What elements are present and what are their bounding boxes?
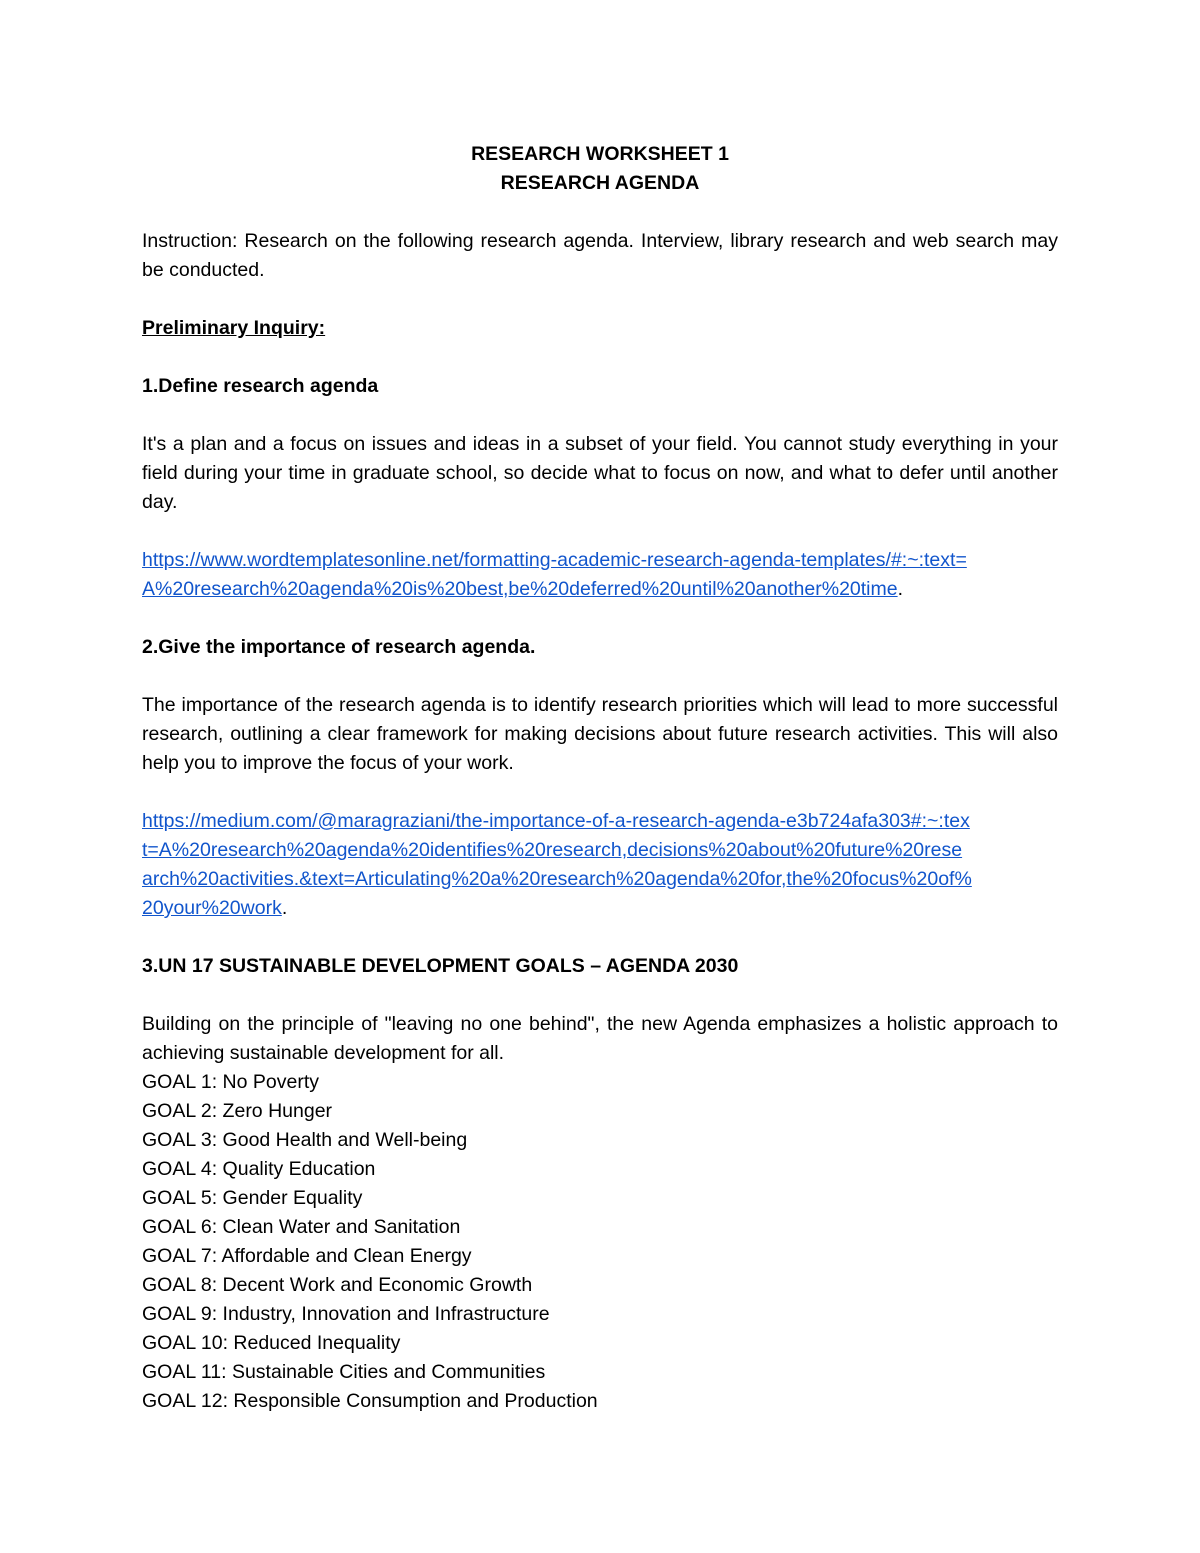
question-1-link-line1: https://www.wordtemplatesonline.net/formatting-academic-research-agenda-templates/#:~:text=	[142, 549, 967, 571]
question-2-link-line1: https://medium.com/@maragraziani/the-importance-of-a-research-agenda-e3b724afa303#:~:tex	[142, 810, 970, 832]
goal-item: GOAL 2: Zero Hunger	[142, 1100, 333, 1122]
goal-item: GOAL 11: Sustainable Cities and Communities	[142, 1361, 546, 1383]
goal-item: GOAL 4: Quality Education	[142, 1158, 376, 1180]
instruction-text: Instruction: Research on the following research agenda. Interview, library research and web search may be conducted.	[142, 230, 1058, 281]
question-2-link-line4: 20your%20work	[142, 897, 282, 919]
question-2-link-line3: arch%20activities.&text=Articulating%20a%20research%20agenda%20for,the%20focus%20of%	[142, 868, 972, 890]
document-subtitle: RESEARCH AGENDA	[500, 172, 700, 194]
goal-item: GOAL 7: Affordable and Clean Energy	[142, 1245, 472, 1267]
question-1-reference	[142, 546, 1058, 604]
goal-item: GOAL 6: Clean Water and Sanitation	[142, 1216, 461, 1238]
question-1-heading: 1.Define research agenda	[142, 375, 379, 397]
goal-item: GOAL 10: Reduced Inequality	[142, 1332, 401, 1354]
goal-item: GOAL 1: No Poverty	[142, 1071, 320, 1093]
question-2-reference	[142, 807, 1058, 923]
question-1-link[interactable]	[142, 549, 967, 600]
goal-item: GOAL 8: Decent Work and Economic Growth	[142, 1274, 533, 1296]
document-title: RESEARCH WORKSHEET 1	[471, 143, 729, 165]
question-2-link-line2: t=A%20research%20agenda%20identifies%20research,decisions%20about%20future%20rese	[142, 839, 963, 861]
preliminary-inquiry-heading: Preliminary Inquiry:	[142, 317, 326, 339]
question-1-link-line2: A%20research%20agenda%20is%20best,be%20deferred%20until%20another%20time	[142, 578, 898, 600]
question-3-answer: Building on the principle of "leaving no one behind", the new Agenda emphasizes a holistic approach to achieving sustainable development for all.	[142, 1013, 1058, 1064]
goal-item: GOAL 3: Good Health and Well-being	[142, 1129, 468, 1151]
question-2-answer: The importance of the research agenda is to identify research priorities which will lead to more successful research, outlining a clear framework for making decisions about future research activities. This will also help you to improve the focus of your work.	[142, 694, 1058, 774]
question-3-heading: 3.UN 17 SUSTAINABLE DEVELOPMENT GOALS – AGENDA 2030	[142, 955, 739, 977]
question-2-link-trailing: .	[281, 897, 288, 919]
question-1-answer: It's a plan and a focus on issues and ideas in a subset of your field. You cannot study everything in your field during your time in graduate school, so decide what to focus on now, and what to defer until another day.	[142, 433, 1058, 513]
goal-item: GOAL 5: Gender Equality	[142, 1187, 363, 1209]
document-page	[142, 140, 1058, 1416]
goals-list	[142, 1068, 1058, 1416]
goal-item: GOAL 9: Industry, Innovation and Infrastructure	[142, 1303, 550, 1325]
question-2-link[interactable]	[142, 810, 972, 919]
question-2-heading: 2.Give the importance of research agenda.	[142, 636, 536, 658]
goal-item: GOAL 12: Responsible Consumption and Production	[142, 1390, 598, 1412]
question-1-link-trailing: .	[897, 578, 904, 600]
